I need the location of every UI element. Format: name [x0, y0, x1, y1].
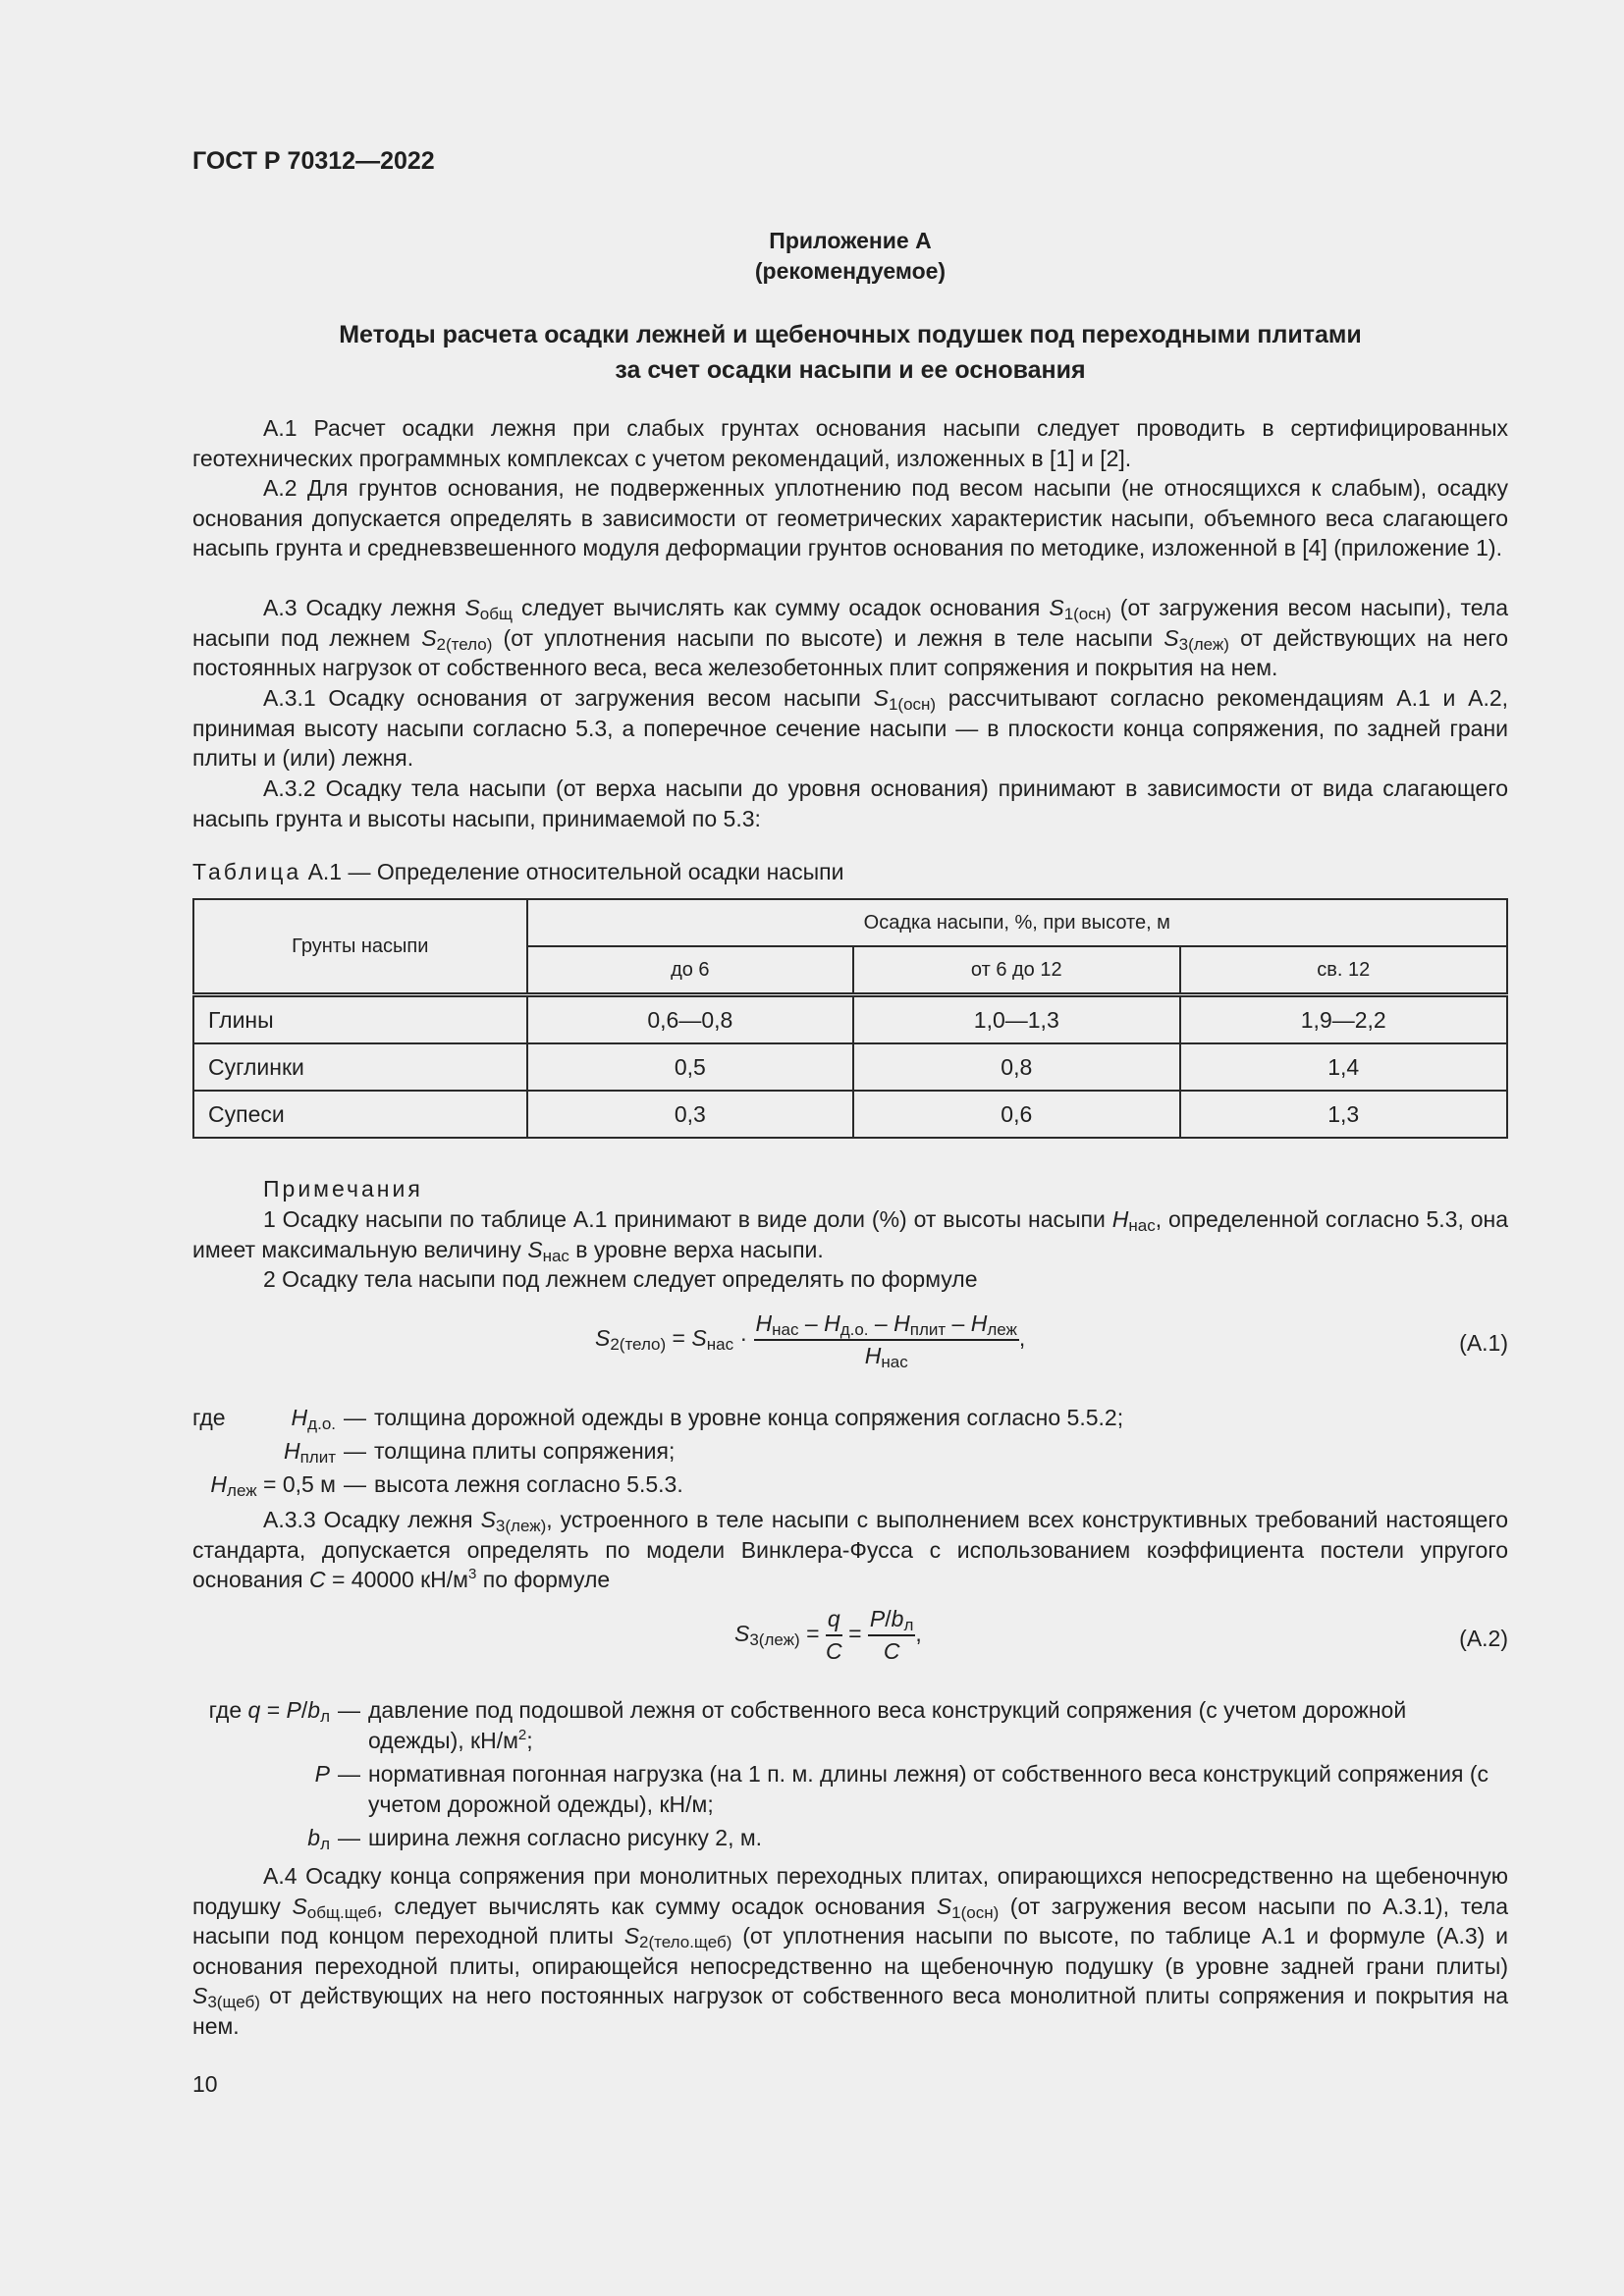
fraction: $\frac{P/b_л}{C}$	[869, 1606, 914, 1664]
title-line-2: за счет осадки насыпи и ее основания	[615, 356, 1086, 384]
cell: 0,5	[527, 1043, 853, 1091]
table-caption: Таблица А.1 — Определение относительной осадки насыпи	[192, 859, 844, 884]
table-row	[193, 1043, 1507, 1091]
paragraph-a3-3: А.3.3 Осадку лежня $S_{3(леж)}$, устроенного в теле насыпи с выполнением всех конструктивных требований настоящего стандарта, допускается определять по модели Винклера-Фусса с использованием коэффициента постели упругого основания C = 40000 $кН/м^3$ по формуле	[192, 1507, 1508, 1592]
row-name: Суглинки	[193, 1043, 527, 1091]
header-height-1: до 6	[527, 946, 853, 995]
header-height-3: св. 12	[1180, 946, 1508, 995]
appendix-status: (рекомендуемое)	[754, 258, 947, 284]
note-2: 2 Осадку тела насыпи под лежнем следует определять по формуле	[263, 1266, 978, 1292]
page-number: 10	[192, 2071, 218, 2097]
formula-a1-expression: $S_{2(тело)} = S_{нас}$ · $\frac{H_{нас} - H_{д.о.} - H_{плит} - H_{леж}}{H_{нас}}$ ,	[595, 1310, 1026, 1371]
standard-code: ГОСТ Р 70312—2022	[192, 147, 435, 175]
header-soil: Грунты насыпи	[193, 899, 527, 995]
table-row	[193, 1091, 1507, 1138]
formula-a2-expression: $S_{3(леж)}$ = $\frac{q}{C}$ = $\frac{P/b_л}{C}$ ,	[734, 1606, 922, 1664]
paragraph-a2: А.2 Для грунтов основания, не подверженных уплотнению под весом насыпи (не относящихся к слабым), осадку основания допускается определять в зависимости от геометрических характеристик насыпи, объемного веса слагающего насыпь грунта и средневзвешенного модуля деформации грунтов основания по методике, изложенной в [4] (приложение 1).	[192, 475, 1508, 561]
appendix-subject-title	[192, 317, 1508, 388]
table-row	[193, 995, 1507, 1044]
title-line-1: Методы расчета осадки лежней и щебеночных подушек под переходными плитами	[339, 321, 1362, 348]
formula-a1-number: (А.1)	[1459, 1330, 1508, 1356]
formula-a1	[192, 1310, 1508, 1389]
formula-a2-number: (А.2)	[1459, 1626, 1508, 1651]
paragraph-a3-2: А.3.2 Осадку тела насыпи (от верха насыпи до уровня основания) принимают в зависимости от вида слагающего насыпь грунта и высоты насыпи, принимаемой по 5.3:	[192, 775, 1508, 831]
header-height-2: от 6 до 12	[853, 946, 1179, 995]
definition-row: где $H_{д.о.}$ — толщина дорожной одежды в уровне конца сопряжения согласно 5.5.2;	[192, 1405, 1124, 1433]
cell: 1,0—1,3	[853, 995, 1179, 1044]
fraction: $\frac{q}{C}$	[825, 1606, 842, 1664]
paragraph-a3: А.3 Осадку лежня $S_{общ}$ следует вычислять как сумму осадок основания $S_{1(осн)}$ (от загружения весом насыпи), тела насыпи под лежнем $S_{2(тело)}$ (от уплотнения насыпи по высоте) и лежня в теле насыпи $S_{3(леж)}$ от действующих на него постоянных нагрузок от собственного веса, веса железобетонных плит сопряжения и покрытия на нем.	[192, 595, 1508, 680]
appendix-title: Приложение А	[769, 228, 932, 253]
cell: 1,9—2,2	[1180, 995, 1508, 1044]
notes-heading: Примечания	[263, 1176, 423, 1201]
cell: 0,6	[853, 1091, 1179, 1138]
formula-a1-definitions	[192, 1401, 1508, 1501]
header-settlement: Осадка насыпи, %, при высоте, м	[527, 899, 1507, 946]
definition-row: $H_{плит}$ — толщина плиты сопряжения;	[283, 1438, 676, 1467]
paragraph-a4: А.4 Осадку конца сопряжения при монолитных переходных плитах, опирающихся непосредственно на щебеночную подушку $S_{общ.щеб}$, следует вычислять как сумму осадок основания $S_{1(осн)}$ (от загружения весом насыпи по А.3.1), тела насыпи под концом переходной плиты $S_{2(тело.щеб)}$ (от уплотнения насыпи по высоте, по таблице А.1 и формуле (А.3) и основания переходной плиты, опирающейся непосредственно на щебеночную подушку (в уровне задней грани плиты) $S_{3(щеб)}$ от действующих на него постоянных нагрузок от собственного веса монолитной плиты сопряжения и покрытия на нем.	[192, 1863, 1508, 2039]
note-1: 1 Осадку насыпи по таблице А.1 принимают в виде доли (%) от высоты насыпи $H_{нас}$, определенной согласно 5.3, она имеет максимальную величину $S_{нас}$ в уровне верха насыпи.	[192, 1206, 1509, 1265]
definition-row: где $q = P/b_л$ — давление под подошвой лежня от собственного веса конструкций сопряжения (с учетом дорожной одежды), $кН/м^2$;	[208, 1697, 1407, 1753]
cell: 0,3	[527, 1091, 853, 1138]
row-name: Супеси	[193, 1091, 527, 1138]
formula-a2	[192, 1606, 1508, 1684]
formula-a2-definitions	[192, 1695, 1508, 1853]
paragraph-a1: А.1 Расчет осадки лежня при слабых грунтах основания насыпи следует проводить в сертифицированных геотехнических программных комплексах с учетом рекомендаций, изложенных в [1] и [2].	[192, 415, 1508, 471]
cell: 0,8	[853, 1043, 1179, 1091]
row-name: Глины	[193, 995, 527, 1044]
cell: 0,6—0,8	[527, 995, 853, 1044]
cell: 1,3	[1180, 1091, 1508, 1138]
paragraph-a3-1: А.3.1 Осадку основания от загружения весом насыпи $S_{1(осн)}$ рассчитывают согласно рекомендациям А.1 и А.2, принимая высоту насыпи согласно 5.3, а поперечное сечение насыпи — в плоскости конца сопряжения, по задней грани плиты и (или) лежня.	[192, 685, 1509, 771]
fraction: $\frac{H_{нас} - H_{д.о.} - H_{плит} - H_{леж}}{H_{нас}}$	[755, 1310, 1017, 1371]
definition-row: $H_{леж} = 0,5$ м — высота лежня согласно 5.5.3.	[210, 1471, 683, 1500]
settlement-table	[192, 898, 1508, 1139]
definition-row: P — нормативная погонная нагрузка (на 1 п. м. длины лежня) от собственного веса конструкций сопряжения (с учетом дорожной одежды), кН/м;	[314, 1761, 1489, 1817]
appendix-heading	[192, 226, 1508, 287]
definition-row: $b_л$ — ширина лежня согласно рисунку 2, м.	[307, 1825, 763, 1853]
cell: 1,4	[1180, 1043, 1508, 1091]
